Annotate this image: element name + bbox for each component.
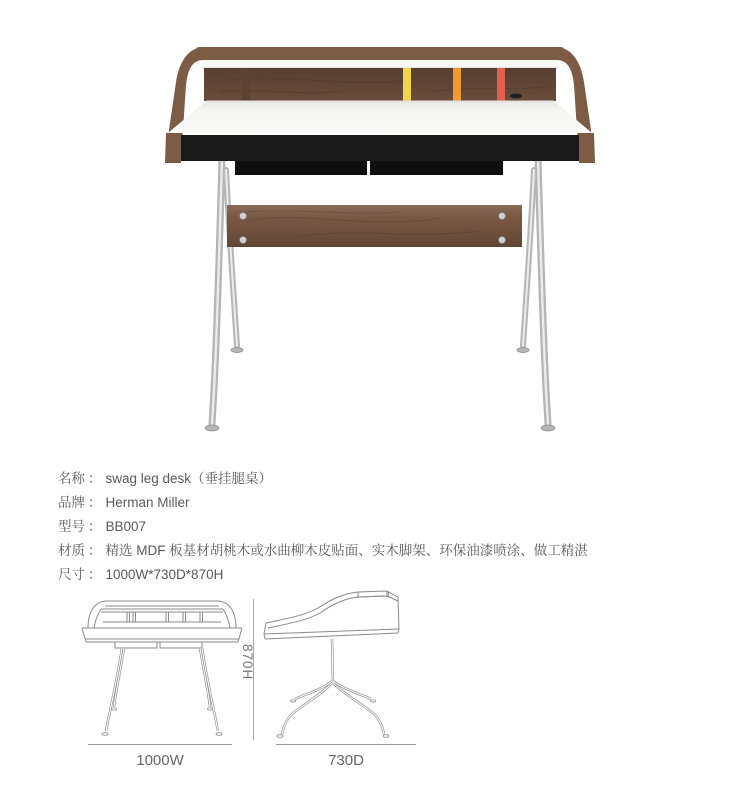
drawer-right xyxy=(370,161,503,175)
width-dimension-line xyxy=(88,744,232,745)
spec-value: swag leg desk（垂挂腿桌） xyxy=(105,471,273,486)
desktop-grommet xyxy=(510,94,522,99)
fv-leg-inner xyxy=(114,648,124,707)
fv-foot xyxy=(111,708,116,710)
leg-highlight xyxy=(523,170,534,346)
spec-label: 型号 xyxy=(58,519,85,534)
screw xyxy=(499,213,506,220)
stretcher-beam xyxy=(227,205,522,247)
spec-value: BB007 xyxy=(105,519,147,534)
drawer-band xyxy=(178,135,582,175)
sv-body-inner-curve xyxy=(268,596,386,628)
fv-leg-inner xyxy=(200,648,210,707)
front-view-drawing xyxy=(78,595,246,750)
left-corner-post xyxy=(165,133,181,163)
product-photo xyxy=(150,30,610,440)
sv-foot xyxy=(277,735,283,738)
fv-foot xyxy=(207,708,212,710)
divider-yellow xyxy=(403,68,411,104)
fv-foot xyxy=(102,733,108,736)
spec-label: 名称 xyxy=(58,471,85,486)
spec-separator: ： xyxy=(88,567,102,582)
dimension-drawings xyxy=(0,585,750,789)
chrome-legs xyxy=(212,158,548,424)
leg-feet xyxy=(205,347,555,431)
fv-desktop xyxy=(82,628,242,642)
depth-dimension-line xyxy=(276,744,416,745)
spec-value: Herman Miller xyxy=(105,495,190,510)
screw xyxy=(240,213,247,220)
spec-separator: ： xyxy=(88,543,102,558)
fv-foot xyxy=(216,733,222,736)
foot xyxy=(231,347,243,352)
leg-highlight xyxy=(226,170,237,346)
divider-wood xyxy=(242,68,250,101)
sv-rear-right-leg xyxy=(333,683,384,734)
chrome-leg-highlights xyxy=(212,158,548,424)
side-view-graphic xyxy=(262,588,424,750)
sv-tray xyxy=(358,591,398,601)
front-view-graphic xyxy=(78,595,246,750)
gallery-top-rail xyxy=(196,47,564,60)
spec-label: 品牌 xyxy=(58,495,85,510)
fv-leg-inner xyxy=(202,648,218,731)
divider-coral xyxy=(497,68,505,104)
foot xyxy=(205,425,219,431)
foot xyxy=(541,425,555,431)
depth-dimension-label: 730D xyxy=(328,752,364,769)
fv-shelf-lines xyxy=(101,609,223,612)
gallery-shelf xyxy=(202,60,558,68)
fv-dividers xyxy=(127,612,203,622)
sv-foot xyxy=(383,735,389,738)
fv-leg-inner xyxy=(106,648,122,731)
spec-list xyxy=(58,467,698,587)
spec-model xyxy=(58,515,698,539)
height-dimension-label: 870H xyxy=(240,644,255,681)
sv-body-outline xyxy=(264,591,399,639)
fv-gallery-outline xyxy=(88,601,236,628)
spec-value: 1000W*730D*870H xyxy=(105,567,224,582)
spec-separator: ： xyxy=(88,471,102,486)
foot xyxy=(517,347,529,352)
spec-material xyxy=(58,539,698,563)
spec-value: 精选 MDF 板基材胡桃木或水曲柳木皮贴面、实木脚架、环保油漆喷涂、做工精湛 xyxy=(105,543,588,558)
sv-rear-left-leg xyxy=(282,683,332,734)
divider-orange xyxy=(453,68,461,104)
desk-photo-graphic xyxy=(150,30,610,440)
spec-separator: ： xyxy=(88,519,102,534)
spec-label: 尺寸 xyxy=(58,567,85,582)
fv-drawers xyxy=(115,642,202,648)
drawer-left xyxy=(235,161,367,175)
screw xyxy=(240,237,247,244)
spec-brand xyxy=(58,491,698,515)
right-corner-post xyxy=(579,133,595,163)
side-view-drawing xyxy=(262,588,424,750)
spec-label: 材质 xyxy=(58,543,85,558)
sv-foot xyxy=(290,700,295,702)
width-dimension-label: 1000W xyxy=(136,752,184,769)
screw xyxy=(499,237,506,244)
spec-name xyxy=(58,467,698,491)
spec-separator: ： xyxy=(88,495,102,510)
sv-foot xyxy=(370,700,375,702)
spec-size xyxy=(58,563,698,587)
